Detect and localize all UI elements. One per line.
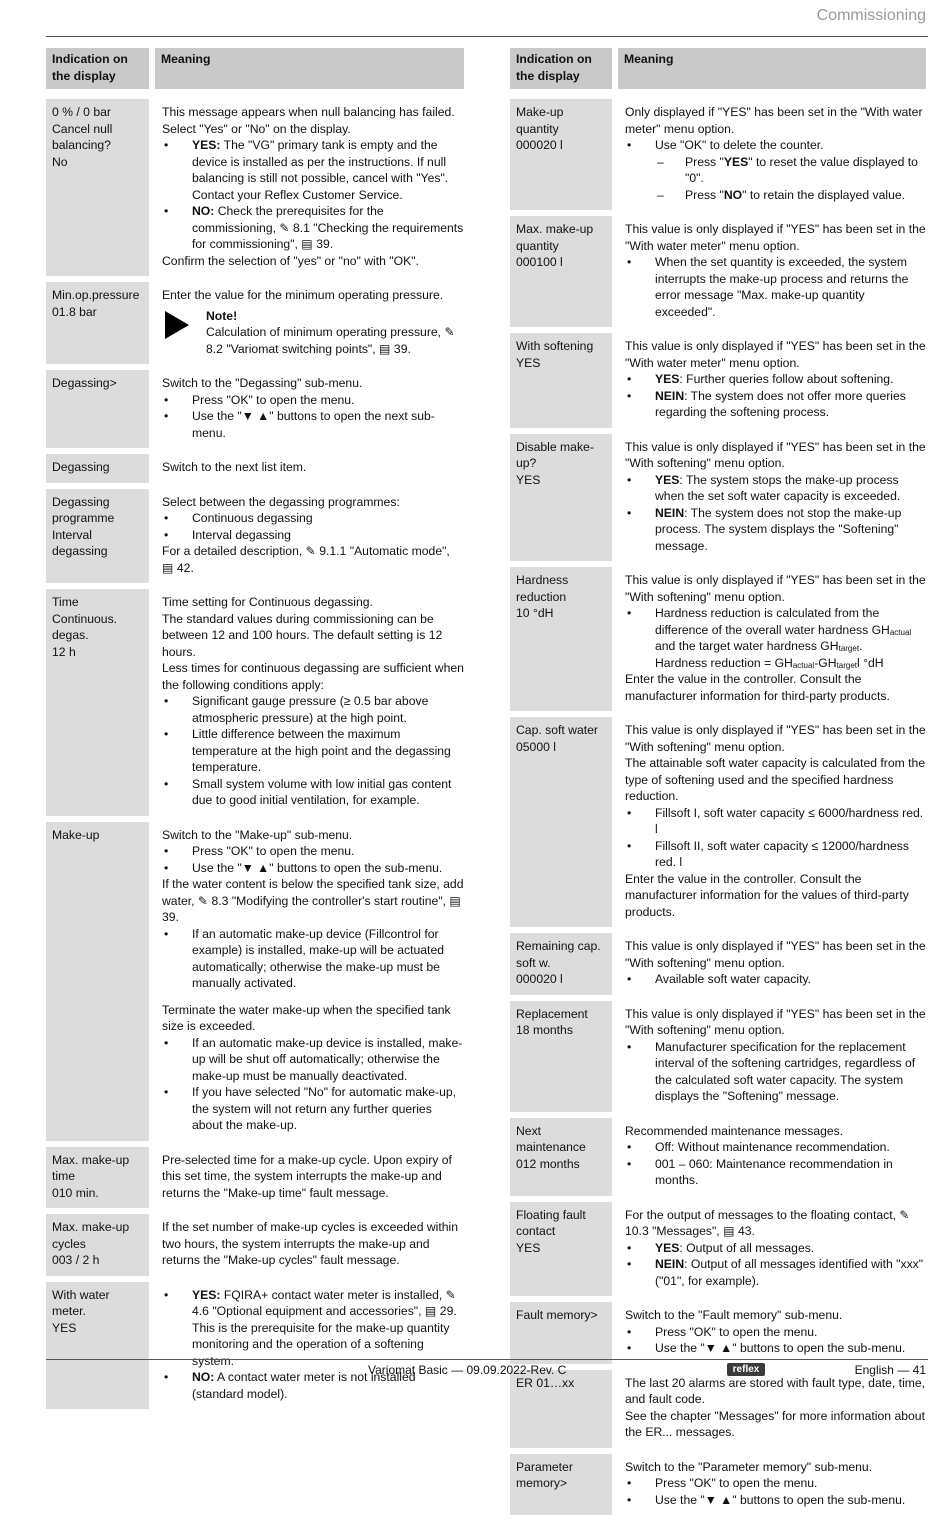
reflex-logo: reflex: [727, 1363, 765, 1376]
meaning-cell: Switch to the "Degassing" sub-menu. • Press "OK" to open the menu. • Use the "▼ ▲" buttons to open the next sub-menu.: [155, 370, 464, 454]
meaning-cell: Only displayed if "YES" has been set in the "With water meter" menu option. • Use "OK" to delete the counter. – Press "YES" to reset the value displayed to "0". – Press "NO" to retain the displayed value.: [618, 99, 926, 216]
table-row: [510, 1202, 926, 1303]
meaning-cell: Switch to the "Make-up" sub-menu. • Press "OK" to open the menu. • Use the "▼ ▲" buttons to open the sub-menu. If the water content is below the specified tank size, add water, ✎ 8.3 "Modifying the controller's start routine", ▤ 39. • If an automatic make-up device (Fillcontrol for example) is installed, make-up will be actuated automatically; otherwise the make-up must be manually activated. Terminate the water make-up when the specified tank size is exceeded. • If an automatic make-up device is installed, make-up will be shut off automatically; otherwise the make-up must be manually deactivated. • If you have selected "No" for automatic make-up, the system will not return any further queries about the make-up.: [155, 822, 464, 1147]
indication-cell: Replacement 18 months: [510, 1001, 612, 1118]
table-row: [46, 489, 464, 590]
indication-cell: Max. make-up cycles 003 / 2 h: [46, 1214, 149, 1282]
table-row: [510, 434, 926, 568]
meaning-cell: This value is only displayed if "YES" has been set in the "With water meter" menu option. • YES: Further queries follow about softening. • NEIN: The system does not offer more queries regarding the softening process.: [618, 333, 926, 434]
header-indication: Indication on the display: [510, 48, 612, 99]
table-row: [510, 216, 926, 333]
meaning-cell: Recommended maintenance messages. • Off: Without maintenance recommendation. • 001 – 060: Maintenance recommendation in months.: [618, 1118, 926, 1202]
indication-cell: Next maintenance 012 months: [510, 1118, 612, 1202]
table-row: [46, 1214, 464, 1282]
meaning-cell: This value is only displayed if "YES" has been set in the "With softening" menu option. • Available soft water capacity.: [618, 933, 926, 1001]
footer-page-number: English — 41: [855, 1362, 926, 1379]
section-title: Commissioning: [817, 8, 926, 25]
indication-cell: Degassing: [46, 454, 149, 489]
table-row: [46, 1147, 464, 1215]
indication-cell: Degassing programme Interval degassing: [46, 489, 149, 590]
meaning-cell: Pre-selected time for a make-up cycle. Upon expiry of this set time, the system interrupts the make-up and returns the "Make-up time" fault message.: [155, 1147, 464, 1215]
meaning-cell: Switch to the next list item.: [155, 454, 464, 489]
indication-cell: ER 01…xx: [510, 1370, 612, 1454]
indication-cell: 0 % / 0 bar Cancel null balancing? No: [46, 99, 149, 282]
table-header: [510, 48, 926, 99]
indication-cell: Time Continuous. degas. 12 h: [46, 589, 149, 822]
indication-cell: Fault memory>: [510, 1302, 612, 1370]
header-meaning: Meaning: [155, 48, 464, 99]
meaning-cell: Switch to the "Parameter memory" sub-menu. • Press "OK" to open the menu. • Use the "▼ ▲" buttons to open the sub-menu.: [618, 1454, 926, 1521]
indication-cell: With softening YES: [510, 333, 612, 434]
table-row: [46, 99, 464, 282]
indication-cell: Floating fault contact YES: [510, 1202, 612, 1303]
meaning-cell: This value is only displayed if "YES" has been set in the "With softening" menu option. • Manufacturer specification for the replacement interval of the softening cartridges, regardless of the calculated soft water capacity. The system displays the "Softening" message.: [618, 1001, 926, 1118]
meaning-cell: For the output of messages to the floating contact, ✎ 10.3 "Messages", ▤ 43. • YES: Output of all messages. • NEIN: Output of all messages identified with "xxx" ("01", for example).: [618, 1202, 926, 1303]
indication-cell: Hardness reduction 10 °dH: [510, 567, 612, 717]
meaning-cell: This value is only displayed if "YES" has been set in the "With softening" menu option. • Hardness reduction is calculated from the difference of the overall water hardness $GH_{actual}$ and the target water hardness $GH_{target}$. Hardness reduction = $GH_{actual}-GH_{target}l$ °dH Enter the value in the controller. Consult the manufacturer information for third-party products.: [618, 567, 926, 717]
meaning-cell: The last 20 alarms are stored with fault type, date, time, and fault code. See the chapter "Messages" for more information about the ER... messages.: [618, 1370, 926, 1454]
indication-cell: With water meter. YES: [46, 1282, 149, 1416]
table-row: [46, 282, 464, 370]
table-row: [510, 333, 926, 434]
table-row: [46, 370, 464, 454]
right-table: [510, 48, 926, 1521]
meaning-cell: If the set number of make-up cycles is exceeded within two hours, the system interrupts the make-up and returns the "Make-up cycles" fault message.: [155, 1214, 464, 1282]
footer-document-title: Variomat Basic — 09.09.2022-Rev. C: [368, 1362, 566, 1379]
indication-cell: Remaining cap. soft w. 000020 l: [510, 933, 612, 1001]
header-rule: [46, 36, 928, 37]
table-row: [46, 589, 464, 822]
table-row: [46, 1282, 464, 1416]
meaning-cell: Switch to the "Fault memory" sub-menu. • Press "OK" to open the menu. • Use the "▼ ▲" buttons to open the sub-menu.: [618, 1302, 926, 1370]
table-row: [510, 99, 926, 216]
table-row: [510, 1454, 926, 1521]
meaning-cell: This value is only displayed if "YES" has been set in the "With softening" menu option. The attainable soft water capacity is calculated from the type of softening used and the specified hardness reduction. • Fillsoft I, soft water capacity ≤ 6000/hardness red. l • Fillsoft II, soft water capacity ≤ 12000/hardness red. l Enter the value in the controller. Consult the manufacturer information for the values of third-party products.: [618, 717, 926, 933]
indication-cell: Degassing>: [46, 370, 149, 454]
indication-cell: Disable make-up? YES: [510, 434, 612, 568]
note-box: Note! Calculation of minimum operating pressure, ✎ 8.2 "Variomat switching points", ▤ 39.: [162, 308, 464, 358]
left-table: [46, 48, 464, 1415]
indication-cell: Make-up: [46, 822, 149, 1147]
table-row: [510, 1001, 926, 1118]
meaning-cell: Select between the degassing programmes: • Continuous degassing • Interval degassing For a detailed description, ✎ 9.1.1 "Automatic mode", ▤ 42.: [155, 489, 464, 590]
note-arrow-icon: [165, 311, 189, 339]
table-header: [46, 48, 464, 99]
indication-cell: Max. make-up time 010 min.: [46, 1147, 149, 1215]
table-row: [510, 933, 926, 1001]
indication-cell: Make-up quantity 000020 l: [510, 99, 612, 216]
meaning-cell: This message appears when null balancing has failed. Select "Yes" or "No" on the display. • YES: The "VG" primary tank is empty and the device is installed as per the instructions. If null balancing is still not possible, cancel with "Yes". Contact your Reflex Customer Service. • NO: Check the prerequisites for the commissioning, ✎ 8.1 "Checking the requirements for commissioning", ▤ 39. Confirm the selection of "yes" or "no" with "OK".: [155, 99, 464, 282]
table-row: [46, 822, 464, 1147]
indication-cell: Max. make-up quantity 000100 l: [510, 216, 612, 333]
table-row: [510, 1118, 926, 1202]
meaning-cell: Enter the value for the minimum operating pressure. Note! Calculation of minimum operating pressure, ✎ 8.2 "Variomat switching points", ▤ 39.: [155, 282, 464, 370]
meaning-cell: Time setting for Continuous degassing. The standard values during commissioning can be between 12 and 100 hours. The default setting is 12 hours. Less times for continuous degassing are sufficient when the following conditions apply: • Significant gauge pressure (≥ 0.5 bar above atmospheric pressure) at the high point. • Little difference between the maximum temperature at the high point and the degassing temperature. • Small system volume with low initial gas content due to good initial ventilation, for example.: [155, 589, 464, 822]
table-row: [510, 717, 926, 933]
indication-cell: Parameter memory>: [510, 1454, 612, 1521]
table-row: [510, 1370, 926, 1454]
header-meaning: Meaning: [618, 48, 926, 99]
indication-cell: Min.op.pressure 01.8 bar: [46, 282, 149, 370]
meaning-cell: This value is only displayed if "YES" has been set in the "With softening" menu option. • YES: The system stops the make-up process when the set soft water capacity is exceeded. • NEIN: The system does not stop the make-up process. The system displays the "Softening" message.: [618, 434, 926, 568]
table-row: [46, 454, 464, 489]
meaning-cell: • YES: FQIRA+ contact water meter is installed, ✎ 4.6 "Optional equipment and accessories", ▤ 29. This is the prerequisite for the make-up quantity monitoring and the operation of a softening system. • NO: A contact water meter is not installed (standard model).: [155, 1282, 464, 1416]
table-row: [510, 567, 926, 717]
header-indication: Indication on the display: [46, 48, 149, 99]
indication-cell: Cap. soft water 05000 l: [510, 717, 612, 933]
footer-rule: [46, 1359, 928, 1360]
meaning-cell: This value is only displayed if "YES" has been set in the "With water meter" menu option. • When the set quantity is exceeded, the system interrupts the make-up process and returns the error message "Max. make-up quantity exceeded".: [618, 216, 926, 333]
